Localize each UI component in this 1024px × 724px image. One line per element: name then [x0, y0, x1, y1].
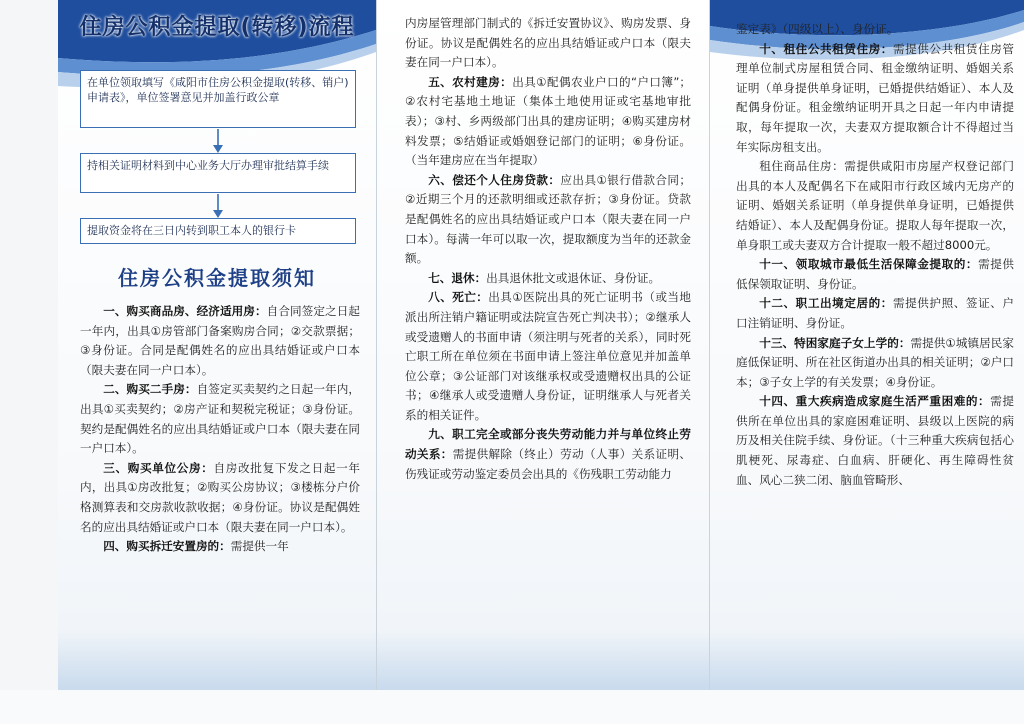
notice-item: 八、死亡：出具①医院出具的死亡证明书（或当地派出所注销户籍证明或法院宣告死亡判决书）；②继承人或受遗赠人的书面申请（须注明与死者的关系），同时死亡职工所在单位须在书面申请上签注单位意见并加盖单位公章；③公证部门对该继承权或受遗赠权出具的公证书；④继承人或受遗赠人身份证，证明继承人与死者关系的相关证件。	[405, 290, 691, 422]
notice-item: 一、购买商品房、经济适用房：自合同签定之日起一年内，出具①房管部门备案购房合同；②交款票据；③身份证。合同是配偶姓名的应出具结婚证或户口本（限夫妻在同一户口本）。	[80, 304, 360, 377]
notice-item: 五、农村建房：出具①配偶农业户口的“户口簿”；②农村宅基地土地证（集体土地使用证或宅基地审批表）；③村、乡两级部门出具的建房证明；④购买建房材料发票；⑤结婚证或婚姻登记部门的证明；⑥身份证。（当年建房应在当年提取）	[405, 74, 691, 168]
flow-title: 住房公积金提取(转移)流程	[79, 15, 355, 40]
notice-body-middle	[405, 14, 691, 484]
arrow-down-icon	[213, 194, 223, 218]
notice-item: 四、购买拆迁安置房的：需提供一年	[103, 539, 289, 554]
notice-continuation: 鉴定表》（四级以上）、身份证。	[736, 22, 899, 36]
notice-item: 二、购买二手房：自签定买卖契约之日起一年内，出具①买卖契约；②房产证和契税完税证；③身份证。契约是配偶姓名的应出具结婚证或户口本（限夫妻在同一户口本）。	[80, 382, 360, 456]
flow-step-2: 持相关证明材料到中心业务大厅办理审批结算手续	[80, 153, 356, 193]
notice-item: 三、购买单位公房：自房改批复下发之日起一年内，出具①房改批复；②购买公房协议；③楼栋分户价格测算表和交房款收款收据；④身份证。协议是配偶姓名的应出具结婚证或户口本（限夫妻在同一户口本）。	[80, 460, 360, 534]
notice-item: 九、职工完全或部分丧失劳动能力并与单位终止劳动关系：需提供解除（终止）劳动（人事）关系证明、伤残证或劳动鉴定委员会出具的《伤残职工劳动能力	[405, 427, 691, 481]
notice-body-left	[80, 302, 360, 557]
notice-continuation: 内房屋管理部门制式的《拆迁安置协议》、购房发票、身份证。协议是配偶姓名的应出具结婚证或户口本（限夫妻在同一户口本）。	[405, 16, 691, 70]
notice-item: 十四、重大疾病造成家庭生活严重困难的：需提供所在单位出具的家庭困难证明、县级以上医院的病历及相关住院手续、身份证。（十三种重大疾病包括心肌梗死、尿毒症、白血病、肝硬化、再生障碍性贫血、风心二狭二闭、脑血管畸形、	[736, 394, 1014, 487]
notice-item: 十一、领取城市最低生活保障金提取的：需提供低保领取证明、身份证。	[736, 257, 1014, 291]
brochure-panel-right	[710, 0, 1024, 690]
notice-item: 十三、特困家庭子女上学的：需提供①城镇居民家庭低保证明、所在社区街道办出具的相关证明；②户口本；③子女上学的有关发票；④身份证。	[736, 335, 1014, 389]
notice-item: 七、退休：出具退休批文或退休证、身份证。	[428, 270, 661, 285]
flow-step-1: 在单位领取填写《咸阳市住房公积金提取(转移、销户)申请表》，单位签署意见并加盖行政公章	[80, 70, 356, 128]
brochure-panel-middle	[377, 0, 710, 690]
notice-title: 住房公积金提取须知	[118, 266, 316, 290]
notice-item: 租住商品住房：需提供咸阳市房屋产权登记部门出具的本人及配偶名下在咸阳市行政区域内无房产的证明、婚姻关系证明（单身提供单身证明，已婚提供结婚证）、本人及配偶身份证。提取人每年提取一次，单身职工或夫妻双方合计提取一般不超过8000元。	[736, 159, 1014, 252]
notice-item: 十、租住公共租赁住房：需提供公共租赁住房管理单位制式房屋租赁合同、租金缴纳证明、婚姻关系证明（单身提供单身证明，已婚提供结婚证）、本人及配偶身份证。租金缴纳证明开具之日起一年内申请提取，每年提取一次，夫妻双方提取额合计不得超过当年实际房租支出。	[736, 41, 1014, 154]
brochure-panel-left	[58, 0, 377, 690]
bottom-margin	[0, 690, 1024, 724]
flow-step-3: 提取资金将在三日内转到职工本人的银行卡	[80, 218, 356, 244]
notice-body-right	[736, 20, 1014, 490]
notice-item: 十二、职工出境定居的：需提供护照、签证、户口注销证明、身份证。	[736, 296, 1014, 330]
arrow-down-icon	[213, 129, 223, 153]
notice-item: 六、偿还个人住房贷款：应出具①银行借款合同；②近期三个月的还款明细或还款存折；③身份证。贷款是配偶姓名的应出具结婚证或户口本（限夫妻在同一户口本）。每满一年可以取一次，提取额度为当年的还款金额。	[405, 172, 691, 266]
